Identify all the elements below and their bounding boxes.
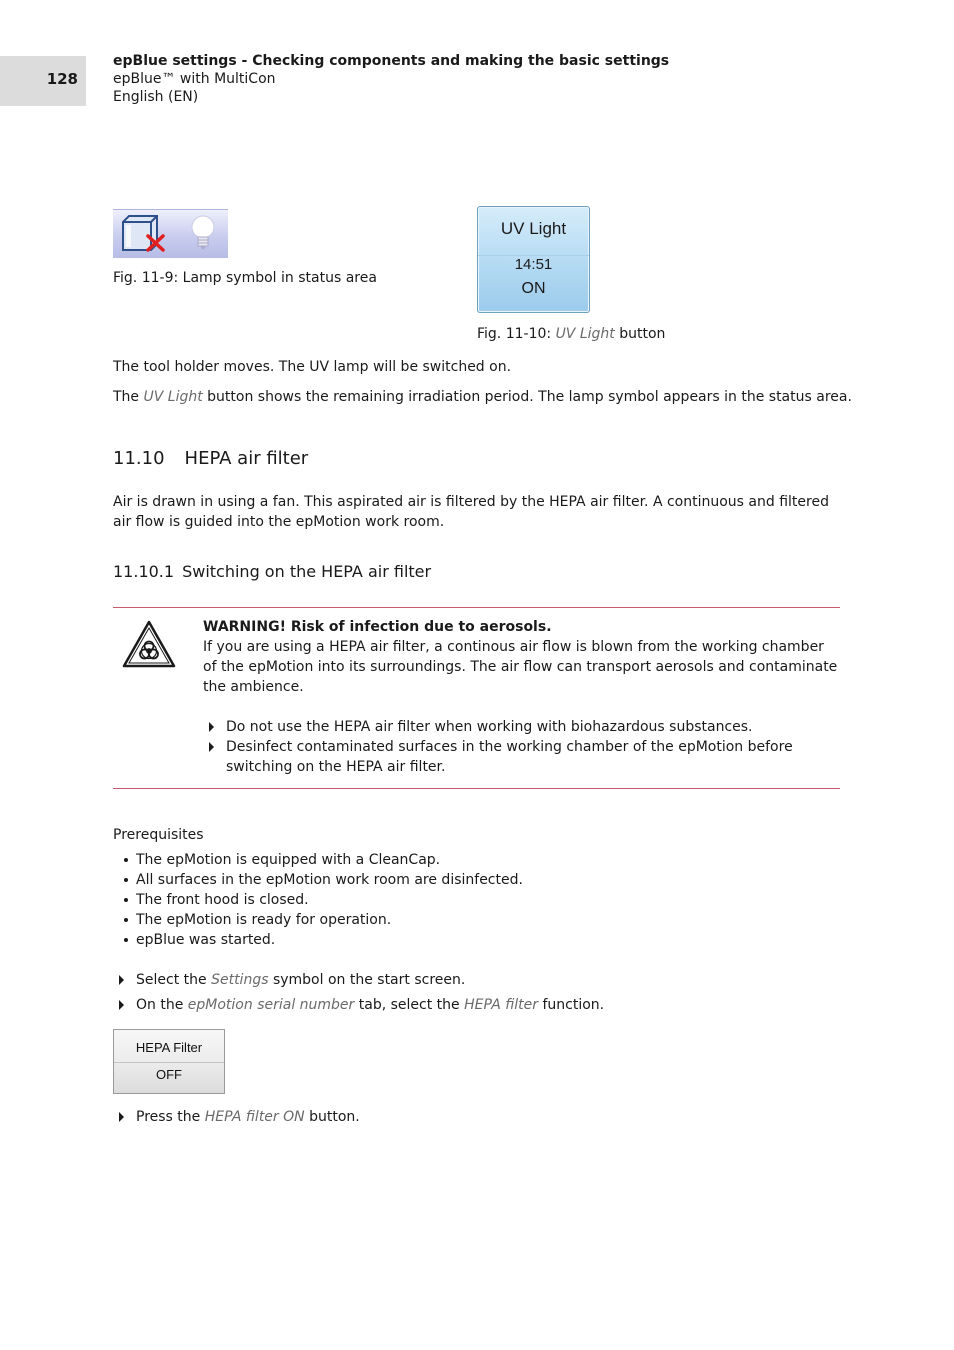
section-intro: Air is drawn in using a fan. This aspirated air is filtered by the HEPA air filter. A continuous and filtered air flow is guided into the epMotion work room.: [113, 494, 829, 530]
caption-emphasis: UV Light: [555, 326, 615, 342]
status-area-image: [113, 209, 228, 258]
page-number: 128: [46, 70, 78, 88]
section-number: 11.10: [113, 448, 165, 469]
step-suffix: button.: [304, 1109, 360, 1125]
body-prefix: The: [113, 389, 144, 405]
prerequisite-item: The epMotion is ready for operation.: [136, 912, 392, 928]
bullet: [124, 918, 128, 922]
uv-light-button-label: UV Light: [500, 219, 567, 238]
section-heading: [113, 448, 308, 469]
lamp-icon: [192, 216, 214, 250]
body-suffix: button shows the remaining irradiation period. The lamp symbol appears in the status area.: [202, 389, 852, 405]
subsection-heading: [113, 562, 431, 581]
running-language: English (EN): [113, 89, 199, 105]
subsection-number: 11.10.1: [113, 562, 175, 581]
step-middle: tab, select the: [354, 997, 465, 1013]
bullet: [124, 938, 128, 942]
prerequisite-item: The epMotion is equipped with a CleanCap.: [136, 852, 441, 868]
running-title: epBlue settings - Checking components and making the basic settings: [113, 53, 670, 69]
prerequisites-heading: Prerequisites: [113, 827, 204, 843]
caption-suffix: button: [614, 326, 666, 342]
body-line-tool-holder: The tool holder moves. The UV lamp will be switched on.: [113, 359, 512, 375]
prerequisite-item: epBlue was started.: [136, 932, 276, 948]
step-emphasis: Settings: [211, 972, 269, 988]
prerequisite-item: The front hood is closed.: [136, 892, 309, 908]
uv-light-button[interactable]: [477, 206, 590, 313]
step-emphasis: HEPA filter: [464, 997, 539, 1013]
subsection-title: Switching on the HEPA air filter: [182, 562, 432, 581]
step-prefix: On the: [136, 997, 188, 1013]
status-area-icons: [113, 210, 228, 258]
step-arrow-icon: [119, 975, 124, 985]
step-prefix: Select the: [136, 972, 212, 988]
step-suffix: function.: [538, 997, 605, 1013]
prerequisite-item: All surfaces in the epMotion work room are disinfected.: [136, 872, 523, 888]
bullet: [124, 858, 128, 862]
bullet: [124, 898, 128, 902]
step-suffix: symbol on the start screen.: [268, 972, 466, 988]
body-line-uv-light: [113, 387, 852, 407]
uv-light-button-state: ON: [521, 280, 546, 297]
step-arrow-icon: [119, 1000, 124, 1010]
figure-caption-11-9: Fig. 11-9: Lamp symbol in status area: [113, 270, 377, 286]
bullet: [124, 878, 128, 882]
action-arrow-icon: [209, 722, 214, 732]
step-prefix: Press the: [136, 1109, 205, 1125]
step-emphasis: HEPA filter ON: [204, 1109, 305, 1125]
hepa-filter-button[interactable]: [113, 1029, 225, 1094]
caption-prefix: Fig. 11-10:: [477, 326, 556, 342]
step-arrow-icon: [119, 1112, 124, 1122]
figure-caption-11-10: [477, 324, 665, 344]
step-press-hepa-on: [136, 1107, 360, 1127]
warning-text: If you are using a HEPA air filter, a continous air flow is blown from the working chamber of the epMotion into its surroundings. The air flow can transport aerosols and contaminate the ambience.: [203, 639, 838, 695]
warning-bottom-rule: [113, 788, 840, 789]
warning-action: Do not use the HEPA air filter when working with biohazardous substances.: [226, 719, 753, 735]
warning-title: WARNING! Risk of infection due to aerosols.: [203, 619, 552, 635]
action-arrow-icon: [209, 742, 214, 752]
warning-top-rule: [113, 607, 840, 608]
hepa-filter-button-label: HEPA Filter: [135, 1040, 203, 1055]
uv-light-button-time: 14:51: [514, 256, 553, 273]
warning-action: Desinfect contaminated surfaces in the working chamber of the epMotion before switching on the HEPA air filter.: [226, 739, 793, 775]
hepa-filter-button-state: OFF: [156, 1067, 182, 1082]
step-select-hepa-filter: [136, 995, 604, 1015]
step-select-settings: [136, 970, 465, 990]
hepa-button-divider: [114, 1062, 224, 1063]
section-title: HEPA air filter: [184, 448, 309, 469]
step-emphasis: epMotion serial number: [187, 997, 355, 1013]
body-emphasis: UV Light: [143, 389, 203, 405]
running-subtitle: epBlue™ with MultiCon: [113, 71, 276, 87]
biohazard-warning-icon: [122, 620, 176, 672]
